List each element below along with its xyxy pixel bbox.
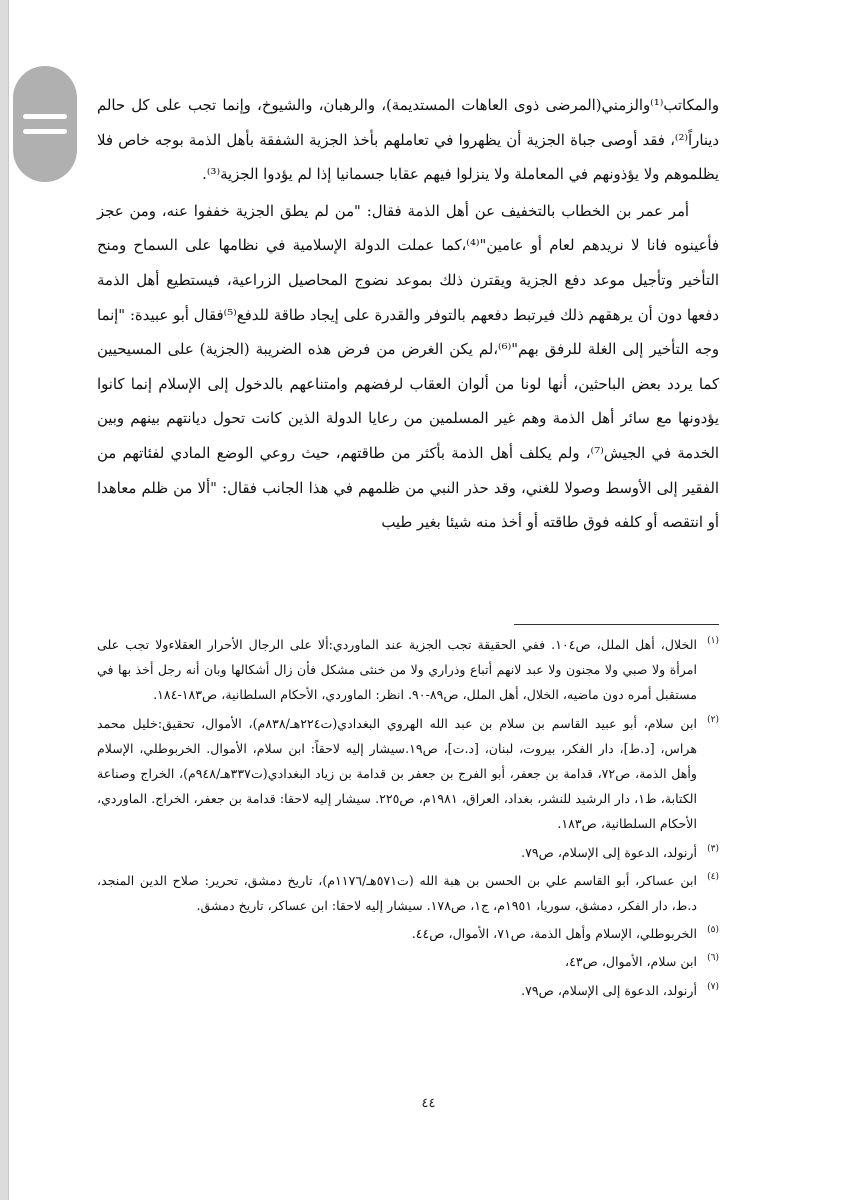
footnotes xyxy=(97,632,719,1006)
document-page xyxy=(8,0,847,1200)
footnote-number: (٧) xyxy=(707,981,719,992)
footnote-number: (١) xyxy=(707,636,719,646)
footnote-text: الخلال، أهل الملل، ص١٠٤. ففي الحقيقة تجب الجزية عند الماوردي:ألا على الرجال الأحرار العقلاءولا تجب على امرأة ولا صبي ولا مجنون ولا عبد لانهم أتباع وذراري ولا من خنثى مشكل فأن زال أشكالها وبان أنه رجل أخذ بها في مستقبل أمره دون ماضيه، الخلال، أهل الملل، ص٨٩-٩٠. انظر: الماوردي، الأحكام السلطانية، ص١٨٣-١٨٤. xyxy=(97,637,697,703)
footnote-number: (٣) xyxy=(707,843,719,854)
hamburger-menu-icon xyxy=(23,114,67,119)
footnote xyxy=(97,949,719,974)
page-number: ٤٤ xyxy=(421,1096,436,1111)
footnote xyxy=(97,978,719,1003)
body-text xyxy=(97,89,719,541)
menu-button[interactable] xyxy=(13,66,77,182)
footnote xyxy=(97,711,719,837)
footnote-text: ابن سلام، الأموال، ص٤٣، xyxy=(564,954,697,970)
footnote-number: (٦) xyxy=(707,953,719,964)
footnote-text: أرنولد، الدعوة إلى الإسلام، ص٧٩. xyxy=(521,982,697,998)
paragraph: والمكاتب⁽¹⁾والزمني(المرضى ذوى العاهات المستديمة)، والرهبان، والشيوخ، وإنما تجب على كل حالم ديناراً⁽²⁾، فقد أوصى جباة الجزية أن يظهروا في تعاملهم بأخذ الجزية الشفقة بأهل الذمة بوجه خاص فلا يظلموهم ولا يؤذونهم في المعاملة ولا ينزلوا فيهم عقابا جسمانيا إذا لم يؤدوا الجزية⁽³⁾. xyxy=(97,97,719,184)
paragraph: أمر عمر بن الخطاب بالتخفيف عن أهل الذمة فقال: "من لم يطق الجزية خففوا عنه، ومن عجز فأعينوه فانا لا نريدهم لعام أو عامين"⁽⁴⁾،كما عملت الدولة الإسلامية في نظامها على السماح ومنح التأخير وتأجيل موعد دفع الجزية ويقترن ذلك بموعد نضوج المحاصيل الزراعية، فيستطيع أهل الذمة دفعها دون أن يرهقهم ذلك فيرتبط دفعهم بالتوفر والقدرة على إيجاد طاقة للدفع⁽⁵⁾فقال أبو عبيدة: "إنما وجه التأخير إلى الغلة للرفق بهم"⁽⁶⁾،لم يكن الغرض من فرض هذه الضريبة (الجزية) على المسيحيين كما يردد بعض الباحثين، أنها لونا من ألوان العقاب لرفضهم وامتناعهم بالدخول إلى الإسلام إنما كانوا يؤدونها مع سائر أهل الذمة وهم غير المسلمين من رعايا الدولة الذين كانت تحول ديانتهم بينهم وبين الخدمة في الجيش⁽⁷⁾، ولم يكلف أهل الذمة بأكثر من طاقتهم، حيث روعي الوضع المادي لفئاتهم من الفقير إلى الأوسط وصولا للغني، وقد حذر النبي من ظلمهم في هذا الجانب فقال: "ألا من ظلم معاهدا أو انتقصه أو كلفه فوق طاقته أو أخذ منه شيئا بغير طيب xyxy=(97,202,720,532)
hamburger-menu-icon xyxy=(23,129,67,134)
footnote-text: الخربوطلي، الإسلام وأهل الذمة، ص٧١، الأموال، ص٤٤. xyxy=(411,926,697,942)
footnote-text: ابن سلام، أبو عبيد القاسم بن سلام بن عبد الله الهروي البغدادي(ت٢٢٤هـ/٨٣٨م)، الأموال، تحقيق:خليل محمد هراس، [د.ط]، دار الفكر، بيروت، لبنان، [د.ت]، ص١٩.سيشار إليه لاحقاً: ابن سلام، الأموال. الخربوطلي، الإسلام وأهل الذمة، ص٧٢، قدامة بن جعفر، أبو الفرج بن جعفر بن قدامة بن زياد البغدادي(ت٣٣٧هـ/٩٤٨م)، الخراج وصناعة الكتابة، ط١، دار الرشيد للنشر، بغداد، العراق، ١٩٨١م، ص٢٢٥. سيشار إليه لاحقا: قدامة بن جعفر، الخراج. الماوردي، الأحكام السلطانية، ص١٨٣. xyxy=(97,715,698,832)
footnote xyxy=(97,840,719,865)
footnote-number: (٥) xyxy=(707,925,719,936)
footnote-text: ابن عساكر، أبو القاسم علي بن الحسن بن هبة الله (ت٥٧١هـ/١١٧٦م)، تاريخ دمشق، تحرير: صلاح الدين المنجد، د.ط، دار الفكر، دمشق، سوريا، ١٩٥١م، ج١، ص١٧٨. سيشار إليه لاحقا: ابن عساكر، تاريخ دمشق. xyxy=(97,872,697,914)
footnote-number: (٤) xyxy=(707,871,719,882)
footnote xyxy=(97,921,719,946)
footnote-separator xyxy=(514,624,719,625)
footnote-text: أرنولد، الدعوة إلى الإسلام، ص٧٩. xyxy=(521,844,697,860)
footnote xyxy=(97,868,719,918)
footnote xyxy=(97,632,719,708)
footnote-number: (٢) xyxy=(707,714,719,725)
